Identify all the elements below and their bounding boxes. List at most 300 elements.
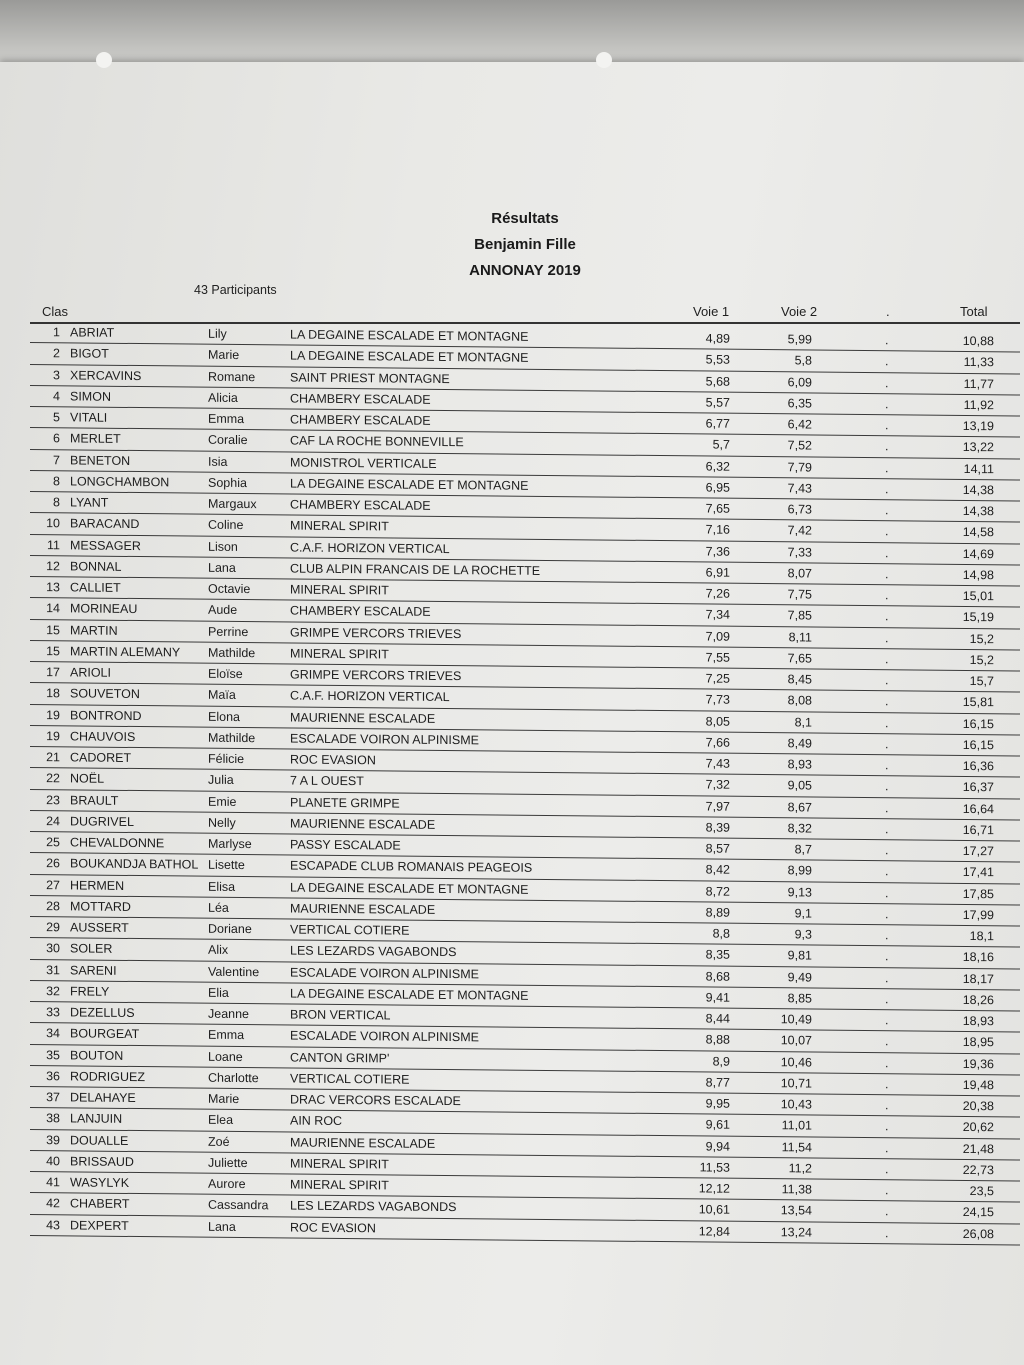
voie1-cell: 6,32: [705, 458, 730, 474]
dot-cell: .: [885, 991, 889, 1006]
rank-cell: 3: [53, 367, 60, 382]
total-cell: 14,69: [962, 546, 994, 561]
firstname-cell: Emie: [208, 794, 237, 809]
dot-cell: .: [885, 630, 889, 645]
punch-hole: [96, 52, 112, 68]
name-cell: BOUKANDJA BATHOL: [70, 856, 199, 872]
voie2-cell: 8,08: [787, 693, 812, 708]
dot-cell: .: [885, 864, 889, 879]
club-cell: MAURIENNE ESCALADE: [290, 709, 436, 726]
club-cell: GRIMPE VERCORS TRIEVES: [290, 667, 462, 684]
voie1-cell: 6,95: [705, 480, 730, 495]
rank-cell: 21: [46, 750, 60, 765]
dot-cell: .: [885, 1161, 889, 1176]
name-cell: DEZELLUS: [70, 1005, 135, 1021]
firstname-cell: Lana: [208, 1219, 236, 1234]
rank-cell: 4: [53, 388, 60, 404]
total-cell: 20,62: [962, 1120, 994, 1135]
firstname-cell: Alicia: [208, 390, 238, 405]
name-cell: FRELY: [70, 984, 110, 999]
name-cell: MERLET: [70, 431, 121, 447]
firstname-cell: Coralie: [208, 432, 248, 448]
title-category: Benjamin Fille: [474, 236, 576, 253]
dot-cell: .: [885, 949, 889, 964]
firstname-cell: Doriane: [208, 921, 252, 937]
rank-cell: 8: [53, 473, 60, 489]
voie1-cell: 8,42: [705, 862, 730, 877]
club-cell: VERTICAL COTIERE: [290, 922, 410, 938]
total-cell: 15,81: [962, 695, 994, 710]
rank-cell: 27: [46, 877, 60, 892]
name-cell: DOUALLE: [70, 1132, 129, 1148]
club-cell: CHAMBERY ESCALADE: [290, 412, 431, 428]
rank-cell: 28: [46, 898, 60, 914]
voie1-cell: 5,53: [705, 352, 730, 367]
name-cell: LONGCHAMBON: [70, 474, 170, 490]
rank-cell: 30: [46, 941, 60, 956]
title-results: Résultats: [491, 210, 559, 227]
voie1-cell: 5,7: [712, 437, 730, 452]
voie2-cell: 5,99: [787, 332, 812, 347]
club-cell: BRON VERTICAL: [290, 1007, 391, 1023]
name-cell: AUSSERT: [70, 920, 129, 935]
name-cell: RODRIGUEZ: [70, 1069, 145, 1084]
total-cell: 14,98: [962, 567, 994, 583]
rank-cell: 6: [53, 431, 60, 446]
club-cell: AIN ROC: [290, 1113, 343, 1129]
voie2-cell: 8,99: [787, 863, 812, 878]
club-cell: SAINT PRIEST MONTAGNE: [290, 369, 450, 386]
voie1-cell: 7,55: [705, 650, 730, 665]
rank-cell: 39: [46, 1132, 60, 1147]
rank-cell: 25: [46, 835, 60, 850]
name-cell: DEXPERT: [70, 1217, 129, 1233]
firstname-cell: Romane: [208, 369, 256, 384]
name-cell: BIGOT: [70, 346, 109, 362]
voie2-cell: 10,71: [780, 1075, 812, 1091]
voie1-cell: 7,32: [705, 777, 730, 792]
voie2-cell: 7,52: [787, 438, 812, 453]
name-cell: BOURGEAT: [70, 1026, 140, 1042]
voie2-cell: 10,43: [780, 1097, 812, 1112]
voie2-cell: 7,33: [787, 544, 812, 560]
voie1-cell: 7,34: [705, 607, 730, 622]
club-cell: DRAC VERCORS ESCALADE: [290, 1092, 461, 1109]
total-cell: 11,92: [963, 397, 994, 413]
club-cell: CANTON GRIMP': [290, 1049, 390, 1065]
voie2-cell: 8,85: [787, 991, 812, 1006]
dot-cell: .: [885, 906, 889, 921]
firstname-cell: Lily: [208, 326, 227, 341]
firstname-cell: Alix: [208, 942, 229, 958]
firstname-cell: Juliette: [208, 1155, 248, 1170]
dot-cell: .: [885, 396, 889, 411]
rank-cell: 12: [46, 558, 60, 574]
dot-cell: .: [885, 609, 889, 624]
total-cell: 14,58: [962, 525, 994, 540]
voie1-cell: 11,53: [699, 1160, 730, 1175]
voie2-cell: 9,49: [787, 969, 812, 985]
name-cell: ABRIAT: [70, 325, 115, 340]
voie2-cell: 7,43: [787, 481, 812, 496]
total-cell: 15,19: [962, 610, 994, 625]
voie1-cell: 8,68: [705, 968, 730, 984]
name-cell: MOTTARD: [70, 899, 131, 914]
firstname-cell: Aude: [208, 602, 238, 618]
total-cell: 18,93: [962, 1013, 994, 1029]
voie2-cell: 7,85: [787, 608, 812, 623]
name-cell: SARENI: [70, 962, 117, 978]
total-cell: 19,48: [962, 1077, 994, 1093]
firstname-cell: Loane: [208, 1049, 243, 1064]
total-cell: 19,36: [962, 1056, 994, 1071]
name-cell: SOUVETON: [70, 686, 140, 702]
firstname-cell: Elisa: [208, 879, 236, 894]
dot-cell: .: [885, 1034, 889, 1049]
club-cell: MAURIENNE ESCALADE: [290, 901, 436, 917]
rank-cell: 32: [46, 983, 60, 999]
firstname-cell: Sophia: [208, 475, 247, 490]
rank-cell: 5: [53, 410, 60, 425]
rank-cell: 42: [46, 1196, 60, 1211]
voie1-cell: 9,94: [705, 1138, 730, 1154]
dot-cell: .: [885, 1098, 889, 1113]
rank-cell: 26: [46, 856, 60, 871]
name-cell: VITALI: [70, 410, 108, 425]
firstname-cell: Valentine: [208, 964, 260, 979]
voie1-cell: 6,91: [705, 565, 730, 580]
voie1-cell: 12,84: [698, 1223, 730, 1239]
firstname-cell: Julia: [208, 772, 234, 788]
firstname-cell: Elia: [208, 985, 229, 1000]
voie1-cell: 8,77: [705, 1075, 730, 1090]
dot-cell: .: [885, 694, 889, 709]
total-cell: 11,77: [963, 376, 994, 391]
voie1-cell: 5,57: [705, 395, 730, 410]
voie1-cell: 8,05: [705, 713, 730, 729]
name-cell: CALLIET: [70, 580, 121, 595]
dot-cell: .: [885, 1140, 889, 1155]
dot-cell: .: [885, 928, 889, 943]
name-cell: BENETON: [70, 452, 131, 468]
total-cell: 18,26: [962, 992, 994, 1008]
total-cell: 16,71: [962, 822, 994, 838]
voie1-cell: 7,97: [705, 798, 730, 814]
rank-cell: 1: [53, 325, 60, 340]
voie1-cell: 9,95: [705, 1096, 730, 1111]
results-table: [30, 322, 1020, 1245]
firstname-cell: Emma: [208, 1027, 245, 1043]
dot-cell: .: [885, 588, 889, 603]
voie2-cell: 6,09: [787, 374, 812, 390]
name-cell: BONNAL: [70, 559, 122, 574]
firstname-cell: Zoé: [208, 1134, 230, 1149]
voie1-cell: 7,09: [705, 628, 730, 644]
voie2-cell: 7,42: [787, 523, 812, 538]
name-cell: SIMON: [70, 389, 111, 404]
name-cell: LYANT: [70, 495, 109, 510]
voie1-cell: 8,57: [705, 841, 730, 856]
voie2-cell: 10,49: [780, 1012, 812, 1027]
dot-cell: .: [885, 1055, 889, 1070]
rank-cell: 34: [46, 1026, 60, 1041]
rank-cell: 37: [46, 1090, 60, 1105]
voie2-cell: 7,79: [787, 459, 812, 475]
voie2-cell: 5,8: [794, 353, 812, 368]
voie2-cell: 8,11: [788, 629, 812, 645]
voie1-cell: 7,66: [705, 735, 730, 750]
rank-cell: 24: [46, 813, 60, 829]
name-cell: BARACAND: [70, 516, 140, 532]
voie2-cell: 13,54: [780, 1203, 812, 1218]
club-cell: GRIMPE VERCORS TRIEVES: [290, 624, 462, 641]
dot-cell: .: [885, 673, 889, 688]
voie1-cell: 7,36: [705, 543, 730, 559]
name-cell: CHABERT: [70, 1196, 130, 1212]
name-cell: BRISSAUD: [70, 1154, 134, 1169]
firstname-cell: Marlyse: [208, 836, 252, 852]
club-cell: LA DEGAINE ESCALADE ET MONTAGNE: [290, 986, 529, 1003]
name-cell: DUGRIVEL: [70, 814, 134, 829]
dot-cell: .: [885, 736, 889, 751]
header-total: Total: [960, 304, 988, 319]
voie2-cell: 9,1: [794, 906, 812, 921]
name-cell: NOËL: [70, 771, 105, 786]
voie2-cell: 8,07: [787, 566, 812, 581]
club-cell: ESCALADE VOIRON ALPINISME: [290, 964, 479, 981]
voie1-cell: 8,8: [712, 926, 730, 941]
club-cell: PASSY ESCALADE: [290, 837, 401, 853]
punch-hole: [596, 52, 612, 68]
rank-cell: 17: [46, 665, 60, 680]
dot-cell: .: [885, 779, 889, 794]
voie2-cell: 11,2: [788, 1161, 812, 1176]
voie2-cell: 6,35: [787, 396, 812, 411]
name-cell: XERCAVINS: [70, 367, 142, 383]
firstname-cell: Aurore: [208, 1176, 246, 1192]
club-cell: MINERAL SPIRIT: [290, 582, 389, 598]
firstname-cell: Marie: [208, 347, 240, 363]
total-cell: 18,95: [962, 1035, 994, 1050]
club-cell: LA DEGAINE ESCALADE ET MONTAGNE: [290, 348, 529, 366]
total-cell: 18,1: [969, 929, 994, 944]
voie2-cell: 6,73: [787, 502, 812, 517]
club-cell: MINERAL SPIRIT: [290, 646, 389, 662]
header-voie2: Voie 2: [781, 304, 818, 319]
rank-cell: 33: [46, 1005, 60, 1020]
voie2-cell: 7,75: [787, 587, 812, 602]
firstname-cell: Charlotte: [208, 1070, 259, 1085]
rank-cell: 29: [46, 920, 60, 935]
firstname-cell: Emma: [208, 411, 245, 427]
rank-cell: 31: [46, 962, 60, 977]
name-cell: MORINEAU: [70, 601, 138, 617]
voie2-cell: 10,07: [780, 1033, 812, 1048]
firstname-cell: Jeanne: [208, 1006, 250, 1022]
rank-cell: 10: [46, 516, 60, 531]
rank-cell: 23: [46, 792, 60, 807]
rank-cell: 22: [46, 771, 60, 786]
total-cell: 11,33: [963, 355, 994, 370]
dot-cell: .: [885, 460, 889, 475]
voie2-cell: 9,3: [794, 927, 812, 942]
total-cell: 26,08: [962, 1226, 994, 1241]
rank-cell: 11: [47, 537, 60, 552]
voie2-cell: 8,7: [794, 842, 812, 857]
rank-cell: 40: [46, 1153, 60, 1169]
voie1-cell: 12,12: [698, 1181, 730, 1196]
firstname-cell: Elea: [208, 1112, 234, 1128]
voie1-cell: 8,88: [705, 1032, 730, 1047]
club-cell: LA DEGAINE ESCALADE ET MONTAGNE: [290, 879, 529, 897]
title-event: ANNONAY 2019: [469, 262, 581, 279]
rank-cell: 43: [46, 1217, 60, 1232]
voie1-cell: 9,41: [705, 990, 730, 1005]
header-clas: Clas: [42, 304, 69, 319]
firstname-cell: Mathilde: [208, 645, 256, 660]
dot-cell: .: [885, 715, 889, 730]
rank-cell: 38: [46, 1111, 60, 1126]
dot-cell: .: [885, 970, 889, 985]
club-cell: ROC EVASION: [290, 752, 376, 768]
club-cell: CAF LA ROCHE BONNEVILLE: [290, 433, 464, 450]
voie1-cell: 7,43: [705, 756, 730, 771]
club-cell: MAURIENNE ESCALADE: [290, 1134, 436, 1151]
dot-cell: .: [885, 651, 889, 666]
club-cell: ESCALADE VOIRON ALPINISME: [290, 1028, 479, 1045]
dot-cell: .: [885, 566, 889, 581]
rank-cell: 35: [46, 1047, 60, 1062]
voie1-cell: 5,68: [705, 373, 730, 389]
rank-cell: 19: [46, 707, 60, 722]
voie1-cell: 4,89: [705, 331, 730, 346]
voie1-cell: 8,39: [705, 820, 730, 835]
total-cell: 13,22: [962, 440, 994, 455]
dot-cell: .: [885, 821, 889, 836]
total-cell: 15,01: [962, 588, 994, 604]
voie2-cell: 11,01: [781, 1118, 812, 1133]
total-cell: 17,85: [962, 886, 994, 901]
club-cell: CHAMBERY ESCALADE: [290, 497, 431, 513]
total-cell: 15,7: [969, 674, 994, 689]
voie2-cell: 8,45: [787, 672, 812, 687]
total-cell: 17,41: [962, 865, 994, 880]
dot-cell: .: [885, 333, 889, 348]
total-cell: 13,19: [962, 418, 994, 434]
rank-cell: 13: [46, 580, 60, 595]
name-cell: DELAHAYE: [70, 1090, 136, 1106]
club-cell: LES LEZARDS VAGABONDS: [290, 943, 457, 960]
dot-cell: .: [885, 503, 889, 518]
name-cell: MARTIN: [70, 622, 118, 638]
firstname-cell: Margaux: [208, 496, 257, 512]
voie1-cell: 7,73: [705, 692, 730, 707]
firstname-cell: Isia: [208, 454, 228, 469]
dot-cell: .: [885, 524, 889, 539]
rank-cell: 36: [46, 1068, 60, 1084]
rank-cell: 19: [46, 728, 60, 744]
name-cell: HERMEN: [70, 877, 125, 893]
club-cell: MONISTROL VERTICALE: [290, 454, 437, 471]
club-cell: LA DEGAINE ESCALADE ET MONTAGNE: [290, 327, 529, 344]
dot-cell: .: [885, 800, 889, 815]
club-cell: MINERAL SPIRIT: [290, 518, 389, 534]
club-cell: LES LEZARDS VAGABONDS: [290, 1198, 457, 1215]
voie2-cell: 7,65: [787, 651, 812, 666]
dot-cell: .: [885, 1183, 889, 1198]
firstname-cell: Mathilde: [208, 730, 256, 745]
voie1-cell: 8,89: [705, 905, 730, 920]
firstname-cell: Nelly: [208, 815, 236, 830]
firstname-cell: Marie: [208, 1091, 240, 1107]
total-cell: 16,64: [962, 801, 994, 816]
voie1-cell: 8,9: [712, 1054, 730, 1069]
dot-cell: .: [885, 1076, 889, 1091]
club-cell: ESCAPADE CLUB ROMANAIS PEAGEOIS: [290, 858, 533, 876]
name-cell: BOUTON: [70, 1047, 124, 1063]
name-cell: ARIOLI: [70, 665, 111, 680]
dot-cell: .: [885, 481, 889, 496]
rank-cell: 7: [53, 452, 60, 467]
voie2-cell: 9,13: [787, 884, 812, 900]
club-cell: PLANETE GRIMPE: [290, 794, 400, 811]
total-cell: 14,38: [962, 503, 994, 519]
dot-cell: .: [885, 545, 889, 560]
total-cell: 15,2: [969, 631, 994, 646]
total-cell: 17,99: [962, 907, 994, 923]
voie2-cell: 8,67: [787, 799, 812, 815]
voie1-cell: 6,77: [705, 416, 730, 431]
dot-cell: .: [885, 1013, 889, 1028]
club-cell: VERTICAL COTIERE: [290, 1071, 410, 1087]
club-cell: MAURIENNE ESCALADE: [290, 816, 436, 832]
voie2-cell: 9,81: [787, 948, 812, 963]
rank-cell: 8: [53, 495, 60, 510]
dot-cell: .: [885, 843, 889, 858]
dot-cell: .: [885, 375, 889, 390]
total-cell: 20,38: [962, 1098, 994, 1114]
name-cell: CHEVALDONNE: [70, 835, 165, 851]
club-cell: CHAMBERY ESCALADE: [290, 391, 431, 407]
total-cell: 16,37: [962, 780, 994, 795]
club-cell: C.A.F. HORIZON VERTICAL: [290, 539, 450, 556]
firstname-cell: Cassandra: [208, 1197, 269, 1213]
dot-cell: .: [885, 885, 889, 900]
voie2-cell: 6,42: [787, 417, 812, 432]
voie2-cell: 9,05: [787, 778, 812, 793]
firstname-cell: Lison: [208, 539, 238, 554]
total-cell: 18,16: [962, 950, 994, 965]
dot-cell: .: [885, 1119, 889, 1134]
total-cell: 16,15: [962, 716, 994, 731]
voie2-cell: 8,49: [787, 736, 812, 751]
dot-cell: .: [885, 1204, 889, 1219]
voie2-cell: 8,32: [787, 821, 812, 836]
firstname-cell: Eloïse: [208, 666, 243, 682]
voie1-cell: 7,16: [705, 522, 730, 537]
voie2-cell: 8,93: [787, 757, 812, 772]
total-cell: 16,15: [962, 737, 994, 753]
total-cell: 22,73: [962, 1162, 994, 1178]
club-cell: LA DEGAINE ESCALADE ET MONTAGNE: [290, 476, 529, 493]
voie1-cell: 10,61: [698, 1202, 730, 1217]
name-cell: LANJUIN: [70, 1111, 123, 1127]
club-cell: ROC EVASION: [290, 1219, 376, 1235]
voie1-cell: 7,25: [705, 671, 730, 686]
voie2-cell: 11,38: [781, 1182, 812, 1197]
firstname-cell: Maïa: [208, 687, 236, 703]
club-cell: MINERAL SPIRIT: [290, 1156, 389, 1172]
